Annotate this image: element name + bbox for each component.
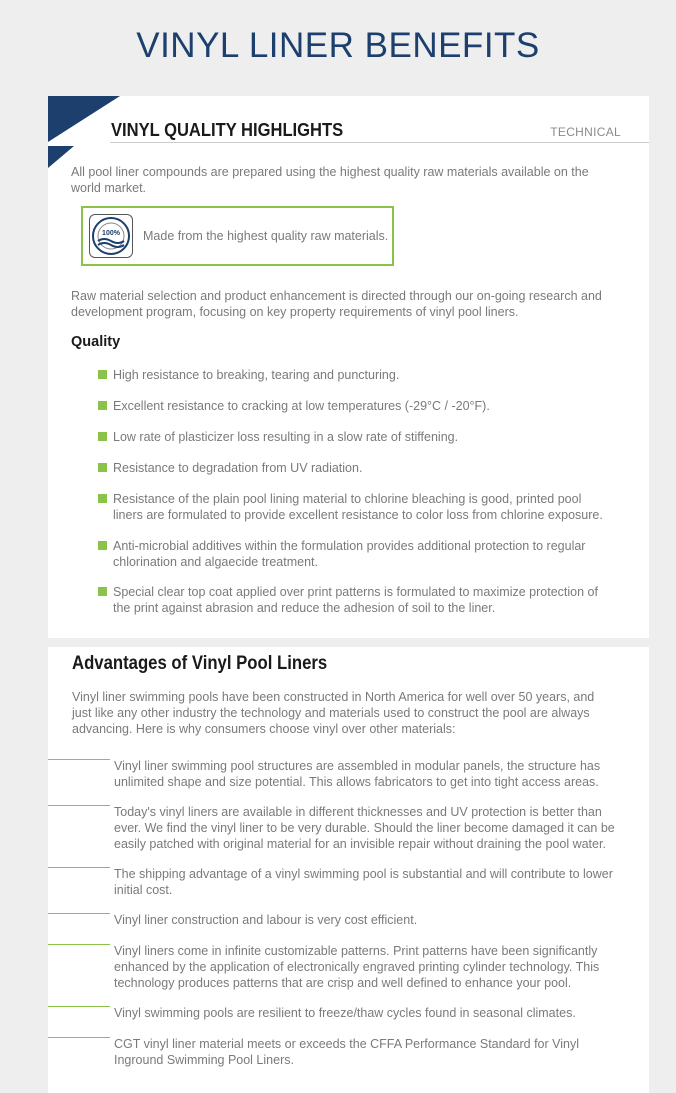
green-rule <box>48 1037 110 1038</box>
quality-highlights-card: VINYL QUALITY HIGHLIGHTS TECHNICAL All pool liner compounds are prepared using the highest quality raw materials available on the world market. 100% Made from the highest quality raw materials. Raw material selection and product enhancement is directed through our on-going research and development program, focusing on key property requirements of vinyl pool liners. Quality High resistance to breaking, tearing and puncturing. Excellent resistance to cracking at low temperatures (-29°C / -20°F). Low rate of plasticizer loss resulting in a slow rate of stiffening. Resistance to degradation from UV radiation. Resistance of the plain pool lining material to chlorine bleaching is good, printed pool liners are formulated to provide excellent resistance to color loss from chlorine exposure. Anti-microbial additives within the formulation provides additional protection to regular chlorination and algaecide treatment. Special clear top coat applied over print patterns is formulated to maximize protection of the print against abrasion and reduce the adhesion of soil to the liner. <box>48 96 649 638</box>
premium-quality-badge-icon <box>89 214 133 258</box>
bullet-square-icon <box>98 370 107 379</box>
green-rule <box>48 759 110 760</box>
highlight-callout <box>81 206 394 266</box>
quality-heading: Quality <box>71 334 121 350</box>
badge-text: 100% <box>102 230 120 237</box>
green-rule <box>48 944 110 945</box>
title-divider <box>110 142 649 143</box>
research-paragraph: Raw material selection and product enhancement is directed through our on-going research and development program, focusing on key property requirements of vinyl pool liners. <box>71 289 602 319</box>
green-rule <box>48 805 110 806</box>
advantages-card: Advantages of Vinyl Pool Liners Vinyl liner swimming pools have been constructed in North America for well over 50 years, and just like any other industry the technology and materials used to construct the pool are always advancing. Here is why consumers choose vinyl over other materials: Vinyl liner swimming pool structures are assembled in modular panels, the structure has unlimited shape and size potential. This allows fabricators to get into tight access areas. Today's vinyl liners are available in different thicknesses and UV protection is better than ever. We find the vinyl liner to be very durable. Should the liner become damaged it can be easily patched with original material for an invisible repair without draining the pool water. The shipping advantage of a vinyl swimming pool is substantial and will contribute to lower initial cost. Vinyl liner construction and labour is very cost efficient. Vinyl liners come in infinite customizable patterns. Print patterns have been significantly enhanced by the application of electronically engraved printing cylinder technology. This technology produces patterns that are crisp and well defined to enhance your pool. Vinyl swimming pools are resilient to freeze/thaw cycles found in seasonal climates. CGT vinyl liner material meets or exceeds the CFFA Performance Standard for Vinyl Inground Swimming Pool Liners. <box>48 647 649 1093</box>
intro-paragraph: All pool liner compounds are prepared using the highest quality raw materials available on the world market. <box>71 165 589 195</box>
bullet-square-icon <box>98 587 107 596</box>
section-tag: TECHNICAL <box>550 125 621 139</box>
page-title: VINYL LINER BENEFITS <box>136 26 540 65</box>
green-rule <box>48 913 110 914</box>
bullet-square-icon <box>98 401 107 410</box>
advantages-title: Advantages of Vinyl Pool Liners <box>72 653 328 674</box>
bullet-square-icon <box>98 463 107 472</box>
bullet-square-icon <box>98 541 107 550</box>
green-rule <box>48 1006 110 1007</box>
section-title: VINYL QUALITY HIGHLIGHTS <box>111 120 344 140</box>
bullet-square-icon <box>98 432 107 441</box>
green-rule <box>48 867 110 868</box>
highlight-text: Made from the highest quality raw materials. <box>143 229 389 243</box>
advantages-intro: Vinyl liner swimming pools have been constructed in North America for well over 50 years, and just like any other industry the technology and materials used to construct the pool are always advancing. Here is why consumers choose vinyl over other materials: <box>72 690 595 736</box>
bullet-square-icon <box>98 494 107 503</box>
